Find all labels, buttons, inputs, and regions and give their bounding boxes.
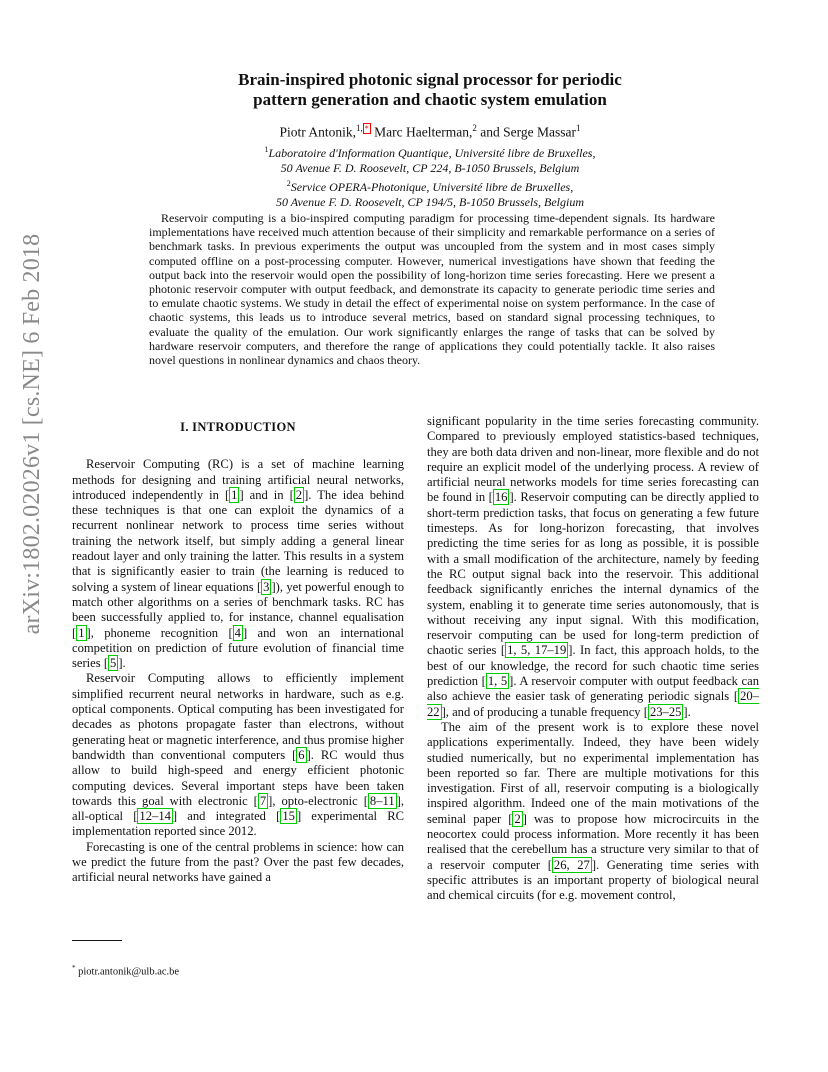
title-line-1: Brain-inspired photonic signal processor for periodic (238, 70, 622, 89)
citation-link[interactable]: 8–11 (369, 793, 395, 808)
author-haelterman: Marc Haelterman, (374, 124, 473, 140)
intro-paragraph-1: Reservoir Computing (RC) is a set of machine learning methods for designing and training artificial neural networks, introduced independently in [ 1 ] and in [ 2 ]. The idea behind these techniques is that one can exploit the dynamics of a recurrent nonlinear network to process time series without training the network itself, but simply adding a general linear readout layer and only training the latter. This results in a system that is significantly easier to train (the learning is reduced to solving a system of linear equations [ 3 ]), yet powerful enough to match other algorithms on a series of benchmark tasks. RC has been successfully applied to, for instance, channel equalisation [ 1 ], phoneme recognition [ 4 ] and won an international competition on prediction of future evolution of financial time series [ 5 ]. (72, 457, 404, 671)
citation-link[interactable]: 15 (282, 809, 295, 824)
affil-1-line-2: 50 Avenue F. D. Roosevelt, CP 224, B-1050 Brussels, Belgium (280, 161, 580, 175)
citation-link[interactable]: 5 (110, 656, 117, 671)
affil-1-mark: 1 (264, 145, 269, 154)
arxiv-identifier: arXiv:1802.02026v1 [cs.NE] 6 Feb 2018 (19, 233, 45, 635)
affil-2-line-1: Service OPERA-Photonique, Université libre de Bruxelles, (290, 180, 574, 194)
citation-link[interactable]: 1, 5, 17–19 (507, 643, 567, 658)
affil-2-line-2: 50 Avenue F. D. Roosevelt, CP 194/5, B-1050 Brussels, Belgium (276, 195, 584, 209)
author-haelterman-affil: 2 (472, 123, 477, 133)
right-column (427, 414, 759, 904)
citation-link[interactable]: 26, 27 (553, 857, 590, 872)
footnote-email[interactable]: piotr.antonik@ulb.ac.be (78, 966, 180, 978)
citation-link[interactable]: 6 (298, 747, 305, 762)
author-list (150, 123, 710, 141)
author-footnote-link[interactable]: * (364, 124, 369, 133)
intro-paragraph-3: Forecasting is one of the central problems in science: how can we predict the future from the past? Over the past few decades, artificial neural networks have gained a (72, 839, 404, 885)
citation-link[interactable]: 1, 5 (487, 674, 508, 689)
citation-link[interactable]: 12–14 (139, 809, 171, 824)
intro-paragraph-4: significant popularity in the time series forecasting community. Compared to previously employed statistics-based techniques, they are both data driven and non-linear, more flexible and do not require an explicit model of the underlying process. A review of artificial neural networks models for time series forecasting can be found in [ 16 ]. Reservoir computing can be directly applied to short-term prediction tasks, that focus on generating a few future timesteps. As for long-horizon forecasting, that involves predicting the time series for as long as possible, it is possible with a small modification of the architecture, namely by feeding the RC output signal back into the reservoir. This additional feedback significantly enriches the internal dynamics of the system, enabling it to generate time series autonomously, that is without receiving any input signal. With this modification, reservoir computing can be used for long-term prediction of chaotic series [ 1, 5, 17–19 ]. In fact, this approach holds, to the best of our knowledge, the record for such chaotic time series prediction [ 1, 5 ]. A reservoir computer with output feedback can also achieve the easier task of generating periodic signals [ 20–22 ], and of producing a tunable frequency [ 23–25 ]. (427, 414, 759, 719)
footnote-mark: * (72, 964, 76, 972)
citation-link[interactable]: 2 (514, 811, 521, 826)
footnote-divider (72, 940, 122, 941)
author-antonik: Piotr Antonik, (279, 124, 357, 140)
citation-link[interactable]: 16 (494, 490, 508, 505)
paper-title (150, 70, 710, 110)
citation-link[interactable]: 4 (234, 625, 241, 640)
title-line-2: pattern generation and chaotic system emulation (253, 90, 607, 109)
author-massar-affil: 1 (575, 123, 581, 133)
intro-paragraph-5: The aim of the present work is to explore these novel applications experimentally. Indeed, they have been widely studied numerically, but no experimental implementation has been reported so far. There are multiple motivations for this investigation. First of all, reservoir computing is a biologically inspired algorithm. Indeed one of the main motivations of the seminal paper [ 2 ] was to propose how microcircuits in the neocortex could process information. More recently it has been realised that the cerebellum has a structure very similar to that of a reservoir computer [ 26, 27 ]. Generating time series with specific attributes is an important property of biological neural and chemical circuits (for e.g. movement control, (427, 719, 760, 903)
left-column (72, 420, 404, 886)
citation-link[interactable]: 3 (263, 579, 270, 594)
affil-2-mark: 2 (286, 179, 291, 188)
citation-link[interactable]: 1 (231, 487, 238, 502)
affiliations (150, 142, 710, 210)
intro-paragraph-2: Reservoir Computing allows to efficiently implement simplified recurrent neural networks in hardware, such as e.g. optical components. Optical computing has been investigated for decades as photons propagate faster than electrons, without generating heat or magnetic interference, and thus promise higher bandwidth than conventional computers [ 6 ]. RC would thus allow to build high-speed and energy efficient photonic computing devices. Several important steps have been taken towards this goal with electronic [ 7 ], opto-electronic [ 8–11 ], all-optical [ 12–14 ] and integrated [ 15 ] experimental RC implementation reported since 2012. (72, 671, 404, 839)
citation-link[interactable]: 23–25 (649, 704, 682, 719)
footnote (72, 964, 179, 978)
citation-link[interactable]: 20–22 (427, 689, 759, 719)
affil-1-line-1: Laboratoire d'Information Quantique, Université libre de Bruxelles, (268, 146, 596, 160)
abstract: Reservoir computing is a bio-inspired computing paradigm for processing time-dependent signals. Its hardware implementations have received much attention because of their simplicity and remarkable performance on a series of benchmark tasks. In previous experiments the output was uncoupled from the system and in most cases simply computed offline on a post-processing computer. However, numerical investigations have shown that feeding the output back into the reservoir would open the possibility of long-horizon time series forecasting. Here we present a photonic reservoir computer with output feedback, and demonstrate its capacity to generate periodic time series and to emulate chaotic systems. We study in detail the effect of experimental noise on system performance. In the case of chaotic systems, this leads us to introduce several metrics, based on standard signal processing techniques, to evaluate the quality of the emulation. Our work significantly enlarges the range of tasks that can be solved by hardware reservoir computers, and therefore the range of applications they could potentially tackle. It also raises novel questions in nonlinear dynamics and chaos theory. (149, 211, 715, 368)
citation-link[interactable]: 1 (78, 625, 85, 640)
citation-link[interactable]: 7 (259, 793, 267, 808)
author-massar: and Serge Massar (480, 124, 576, 140)
author-antonik-affil: 1, (356, 123, 363, 133)
citation-link[interactable]: 2 (295, 487, 303, 502)
section-heading: I. INTRODUCTION (180, 420, 296, 434)
